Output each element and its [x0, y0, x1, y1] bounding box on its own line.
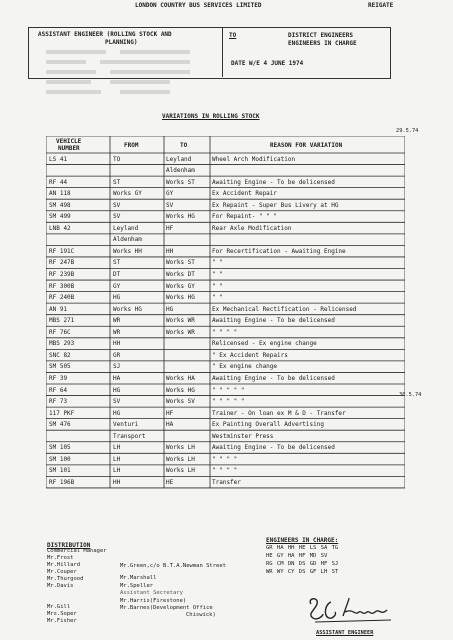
reason-cell: Trainer - On loan ex M & D - Transfer — [212, 409, 346, 417]
header-from: FROM — [124, 142, 139, 149]
from-cell: HG — [113, 294, 121, 302]
header-to: TO — [180, 142, 188, 149]
reason-cell: Awaiting Engine - To be delicensed — [212, 444, 335, 452]
document-date: DATE W/E 4 JUNE 1974 — [231, 60, 304, 67]
to-cell: HG — [166, 305, 174, 313]
reason-cell: Rear Axle Modification — [212, 224, 292, 232]
reason-cell: For Recertification - Awaiting Engine — [212, 247, 346, 255]
to-title: DISTRICT ENGINEERS — [288, 32, 354, 39]
reason-cell: Ex Painting Overall Advertising — [212, 421, 324, 429]
from-cell: Works HH — [113, 247, 142, 255]
reason-cell: " " " " — [212, 455, 238, 463]
distribution-left-item: Mrs.Soper — [47, 611, 77, 617]
to-cell: Works ST — [166, 178, 195, 186]
vehicle-number-cell: RF 44 — [49, 178, 68, 186]
from-cell: TO — [113, 155, 121, 163]
to-cell: Works LH — [166, 444, 195, 452]
vehicle-number-cell: 117 PKF — [49, 409, 75, 417]
distribution-left-item: Mr.Hillard — [47, 562, 81, 568]
engineers-code-row: WR WY CY DS GF LH ST — [266, 569, 339, 575]
vehicle-number-cell: SM 101 — [49, 467, 71, 475]
to-cell: Works WR — [166, 328, 195, 336]
to-cell: Aldenham — [166, 167, 195, 175]
from-cell: WR — [113, 328, 121, 336]
header-vehicle: VEHICLE — [56, 138, 82, 145]
distribution-left-item: Mr.Frost — [47, 555, 74, 561]
to-cell: Leyland — [166, 155, 192, 163]
from-cell: SV — [113, 398, 121, 406]
to-cell: SV — [166, 201, 174, 209]
from-cell: Venturi — [113, 421, 139, 429]
reason-cell: Ex Accident Repair — [212, 190, 278, 198]
to-cell: Works SV — [166, 398, 195, 406]
distribution-left-item: Mr.Davis — [47, 583, 74, 589]
from-cell: HA — [113, 374, 121, 382]
from-cell: ST — [113, 178, 121, 186]
reason-cell: Westminster Press — [212, 432, 274, 440]
engineers-code-row: GR HA HH HE LS SA TG — [266, 545, 339, 551]
reason-cell: " Ex engine change — [212, 363, 278, 371]
date-stamp-first: 29.5.74 — [396, 128, 419, 134]
reason-cell: For Repaint- " " " — [212, 213, 278, 221]
to-cell: HF — [166, 409, 174, 417]
reason-cell: Relicensed - Ex engine change — [212, 340, 317, 348]
from-cell: DT — [113, 271, 121, 278]
from-cell: Works GY — [113, 190, 142, 198]
distribution-left-item: Mr.Gill — [47, 604, 71, 610]
vehicle-number-cell: RF 39 — [49, 374, 68, 382]
from-cell: GR — [113, 351, 121, 359]
reason-cell: Ex Mechanical Rectification - Relicensed — [212, 305, 357, 313]
vehicle-number-cell: SM 105 — [49, 444, 71, 452]
signature-title: ASSISTANT ENGINEER — [316, 630, 374, 636]
distribution-left-item: Mr.Couper — [47, 569, 77, 575]
distribution-middle-item: Mr.Speller — [120, 583, 154, 589]
reason-cell: " " — [212, 271, 223, 278]
reason-cell: " " — [212, 282, 223, 290]
vehicle-number-cell: RF 64 — [49, 386, 68, 394]
date-stamp-second: 30.5.74 — [399, 392, 422, 398]
reason-cell: Transfer — [212, 478, 241, 486]
vehicle-number-cell: LS 41 — [49, 155, 68, 163]
to-title-line2: ENGINEERS IN CHARGE — [288, 40, 357, 47]
vehicle-number-cell: SM 499 — [49, 213, 71, 221]
to-cell: Works WR — [166, 317, 195, 325]
from-cell: SJ — [113, 363, 121, 371]
to-label: TO — [229, 32, 237, 39]
reason-cell: Awaiting Engine - To be delicensed — [212, 178, 335, 186]
to-cell: Works HG — [166, 294, 195, 302]
from-cell: HG — [113, 386, 121, 394]
document-title: VARIATIONS IN ROLLING STOCK — [162, 113, 260, 120]
from-cell: HG — [113, 409, 121, 417]
from-cell: Transport — [113, 432, 146, 440]
vehicle-number-cell: RF 191C — [49, 247, 75, 255]
from-cell: Leyland — [113, 224, 139, 232]
distribution-left-item: Commercial Manager — [47, 548, 107, 554]
reason-cell: " " " " " — [212, 398, 245, 406]
distribution-heading: DISTRIBUTION — [47, 542, 91, 549]
organization-name: LONDON COUNTRY BUS SERVICES LIMITED — [135, 2, 262, 9]
vehicle-number-cell: LNB 42 — [49, 224, 71, 232]
reason-cell: Ex Repaint - Super Bus Livery at HG — [212, 201, 339, 209]
vehicle-number-cell: SM 505 — [49, 363, 71, 371]
vehicle-number-cell: SM 100 — [49, 455, 71, 463]
reason-cell: Awaiting Engine - To be delicensed — [212, 317, 335, 325]
reason-cell: " " " " — [212, 328, 238, 336]
vehicle-number-cell: RF 196B — [49, 478, 75, 486]
from-cell: GY — [113, 282, 121, 290]
vehicle-number-cell: RF 247B — [49, 259, 75, 267]
to-cell: Works ST — [166, 259, 195, 267]
header-divider — [222, 27, 223, 77]
distribution-middle-item: Mr.Marshall — [120, 575, 157, 581]
vehicle-number-cell: MBS 271 — [49, 317, 75, 325]
reason-cell: " " " " " — [212, 386, 245, 394]
to-cell: Works GY — [166, 282, 195, 290]
from-cell: LH — [113, 455, 121, 463]
vehicle-number-cell: RF 73 — [49, 398, 68, 406]
vehicle-number-cell: RF 300B — [49, 282, 75, 290]
vehicle-number-cell: AN 91 — [49, 305, 68, 313]
distribution-middle-item: Mr.Green,c/o B.T.A.Newman Street — [120, 563, 226, 569]
reason-cell: " " — [212, 294, 223, 302]
vehicle-number-cell: MBS 293 — [49, 340, 75, 348]
distribution-middle-item: Assistant Secretary — [120, 590, 183, 596]
from-title: ASSISTANT ENGINEER (ROLLING STOCK AND — [38, 31, 172, 38]
vehicle-number-cell: SNC 82 — [49, 351, 71, 359]
to-cell: Works HG — [166, 213, 195, 221]
to-cell: HE — [166, 478, 174, 486]
vehicle-number-cell: RF 76C — [49, 328, 71, 336]
to-cell: HF — [166, 224, 174, 232]
from-cell: HH — [113, 478, 121, 486]
from-cell: LH — [113, 444, 121, 452]
distribution-middle-item: Mr.Harris(Firestone) — [120, 598, 187, 604]
reason-cell: Awaiting Engine - To be delicensed — [212, 374, 335, 382]
reason-cell: " " — [212, 259, 223, 267]
reason-cell: " Ex Accident Repairs — [212, 351, 288, 359]
to-cell: GY — [166, 190, 174, 198]
vehicle-number-cell: AN 118 — [49, 190, 71, 198]
to-cell: Works DT — [166, 271, 195, 278]
to-cell: HH — [166, 247, 174, 255]
reason-cell: " " " " — [212, 467, 238, 475]
vehicle-number-cell: RF 240B — [49, 294, 75, 302]
distribution-middle-item: Chiswick) — [186, 612, 216, 618]
engineers-heading: ENGINEERS IN CHARGE: — [266, 537, 339, 544]
distribution-middle-item: Mr.Barnes(Development Office — [120, 605, 213, 611]
from-cell: Aldenham — [113, 236, 142, 244]
to-cell: Works HA — [166, 374, 195, 382]
from-cell: Works HG — [113, 305, 142, 313]
show-through-marks — [40, 50, 220, 110]
from-cell: SV — [113, 201, 121, 209]
vehicle-number-cell: SM 476 — [49, 421, 71, 429]
from-cell: ST — [113, 259, 121, 267]
handwritten-signature — [305, 594, 397, 628]
location: REIGATE — [368, 2, 394, 9]
vehicle-number-cell: SM 498 — [49, 201, 71, 209]
distribution-left-item: Mr.Fisher — [47, 618, 77, 624]
engineers-code-row: RG CM DN DS GD HF SJ — [266, 561, 339, 567]
to-cell: Works LH — [166, 455, 195, 463]
header-number: NUMBER — [58, 145, 80, 152]
reason-cell: Wheel Arch Modification — [212, 155, 296, 163]
engineers-code-row: HE GY HA HF MD SV — [266, 553, 328, 559]
from-cell: SV — [113, 213, 121, 221]
to-cell: Works LH — [166, 467, 195, 475]
from-title-line2: PLANNING) — [105, 39, 138, 46]
from-cell: HH — [113, 340, 121, 348]
to-cell: HA — [166, 421, 174, 429]
to-cell: Works HG — [166, 386, 195, 394]
distribution-left-item: Mr.Thurgood — [47, 576, 84, 582]
vehicle-number-cell: RF 239B — [49, 271, 75, 278]
from-cell: LH — [113, 467, 121, 475]
from-cell: WR — [113, 317, 121, 325]
header-reason: REASON FOR VARIATION — [270, 142, 343, 149]
